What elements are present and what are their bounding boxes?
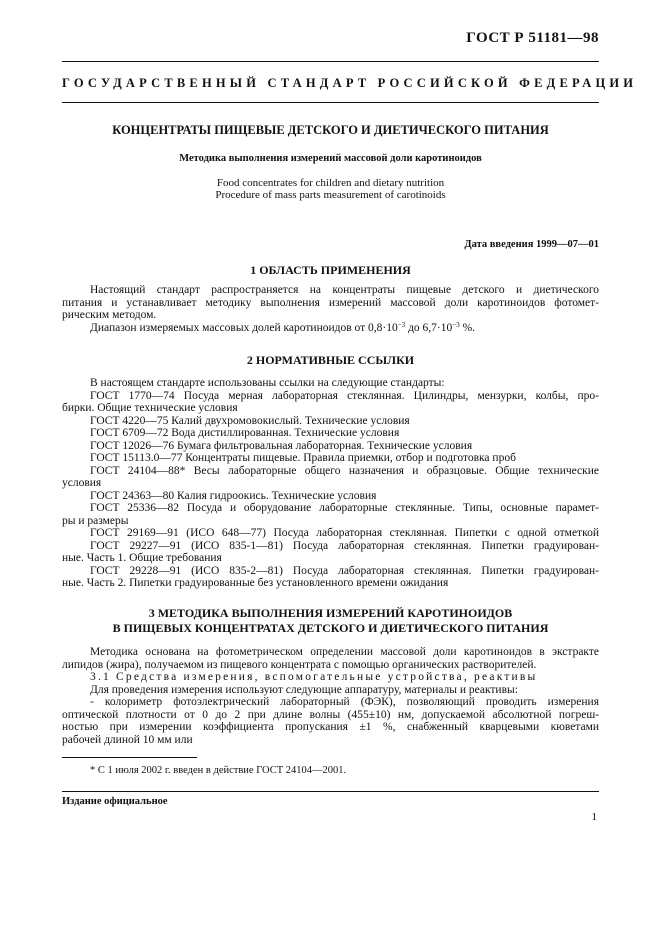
text-line: ГОСТ 24104—88* Весы лабораторные общего назначения и образцовые. Общие технические bbox=[90, 464, 599, 477]
paragraph-line: рическим методом. bbox=[62, 309, 157, 321]
text-line: Методика основана на фотометрическом определении массовой доли каротиноидов в экстракте bbox=[90, 646, 599, 658]
section-1-heading: 1 ОБЛАСТЬ ПРИМЕНЕНИЯ bbox=[250, 263, 411, 277]
introduction-date: Дата введения 1999—07—01 bbox=[464, 239, 599, 250]
text-line: ГОСТ 29227—91 (ИСО 835-1—81) Посуда лабораторная стеклянная. Пипетки градуирован- bbox=[90, 539, 599, 552]
header-rule-bottom bbox=[62, 102, 599, 103]
section-3-body bbox=[62, 646, 599, 746]
section-2-body bbox=[62, 377, 599, 590]
text-line: 3.1 Средства измерения, вспомогательные устройства, реактивы bbox=[90, 671, 538, 683]
page-number: 1 bbox=[591, 811, 597, 823]
paragraph-line: Настоящий стандарт распространяется на концентраты пищевые детского и диетического bbox=[90, 284, 599, 296]
document-title: КОНЦЕНТРАТЫ ПИЩЕВЫЕ ДЕТСКОГО И ДИЕТИЧЕСКОГО ПИТАНИЯ bbox=[112, 123, 549, 137]
section-3-heading-line-1: 3 МЕТОДИКА ВЫПОЛНЕНИЯ ИЗМЕРЕНИЙ КАРОТИНОИДОВ bbox=[148, 606, 513, 620]
text-line: условия bbox=[62, 477, 102, 489]
text-line: ГОСТ 29169—91 (ИСО 648—77) Посуда лабораторная стеклянная. Пипетки с одной отметкой bbox=[90, 527, 599, 539]
document-number: ГОСТ Р 51181—98 bbox=[466, 30, 599, 46]
text-line: ГОСТ 15113.0—77 Концентраты пищевые. Правила приемки, отбор и подготовка проб bbox=[90, 452, 516, 464]
text-line: ностью при измерении коэффициента пропускания ±1 %, снабженный кварцевыми кюветами bbox=[62, 721, 599, 733]
range-text-b: до 6,7·10 bbox=[405, 321, 453, 334]
edition-label: Издание официальное bbox=[62, 796, 168, 807]
section-1-body bbox=[62, 284, 599, 334]
text-line: ГОСТ 25336—82 Посуда и оборудование лабораторные стеклянные. Типы, основные парамет- bbox=[90, 502, 599, 514]
section-3-heading-line-2: В ПИЩЕВЫХ КОНЦЕНТРАТАХ ДЕТСКОГО И ДИЕТИЧЕСКОГО ПИТАНИЯ bbox=[112, 621, 549, 635]
range-exponent-2: −3 bbox=[452, 320, 460, 329]
state-standard-heading: ГОСУДАРСТВЕННЫЙ СТАНДАРТ РОССИЙСКОЙ ФЕДЕРАЦИИ bbox=[62, 76, 638, 90]
range-text-a: Диапазон измеряемых массовых долей каротиноидов от 0,8·10 bbox=[90, 321, 398, 334]
text-line: липидов (жира), получаемом из пищевого концентрата с помощью органических растворителей. bbox=[62, 658, 537, 671]
text-line: ГОСТ 12026—76 Бумага фильтровальная лабораторная. Технические условия bbox=[90, 439, 473, 452]
footer-rule bbox=[62, 791, 599, 792]
footnote-rule bbox=[62, 757, 197, 758]
paragraph-line: питания и устанавливает методику выполнения измерений массовой доли каротиноидов фотомет- bbox=[62, 296, 599, 309]
document-subtitle: Методика выполнения измерений массовой доли каротиноидов bbox=[179, 153, 482, 164]
english-title-line-1: Food concentrates for children and dietary nutrition bbox=[216, 177, 445, 189]
range-exponent-1: −3 bbox=[397, 320, 406, 329]
text-line: ные. Часть 1. Общие требования bbox=[62, 552, 222, 564]
range-text-c: %. bbox=[459, 321, 476, 334]
footnote: * С 1 июля 2002 г. введен в действие ГОСТ 24104—2001. bbox=[90, 765, 347, 776]
text-line: ГОСТ 4220—75 Калий двухромовокислый. Технические условия bbox=[90, 414, 410, 427]
text-line: ГОСТ 1770—74 Посуда мерная лабораторная стеклянная. Цилиндры, мензурки, колбы, про- bbox=[90, 389, 599, 402]
text-line: ные. Часть 2. Пипетки градуированные без установленного времени ожидания bbox=[62, 577, 449, 589]
text-line: бирки. Общие технические условия bbox=[62, 402, 238, 414]
english-title-line-2: Procedure of mass parts measurement of carotinoids bbox=[215, 189, 446, 201]
text-line: В настоящем стандарте использованы ссылки на следующие стандарты: bbox=[90, 377, 445, 389]
text-line: ГОСТ 6709—72 Вода дистиллированная. Технические условия bbox=[90, 427, 400, 439]
text-line: ГОСТ 29228—91 (ИСО 835-2—81) Посуда лабораторная стеклянная. Пипетки градуирован- bbox=[90, 564, 599, 577]
text-line: - колориметр фотоэлектрический лабораторный (ФЭК), позволяющий проводить измерения bbox=[90, 696, 599, 708]
text-line: рабочей длиной 10 мм или bbox=[62, 733, 193, 746]
range-line bbox=[62, 322, 599, 335]
text-line: Для проведения измерения используют следующие аппаратуру, материалы и реактивы: bbox=[90, 683, 518, 696]
text-line: оптической плотности от 0 до 2 при длине волны (455±10) нм, допускаемой абсолютной погреш- bbox=[62, 708, 599, 721]
text-line: ГОСТ 24363—80 Калия гидроокись. Технические условия bbox=[90, 489, 377, 502]
text-line: ры и размеры bbox=[62, 514, 129, 527]
header-rule-top bbox=[62, 61, 599, 62]
section-2-heading: 2 НОРМАТИВНЫЕ ССЫЛКИ bbox=[246, 353, 415, 367]
